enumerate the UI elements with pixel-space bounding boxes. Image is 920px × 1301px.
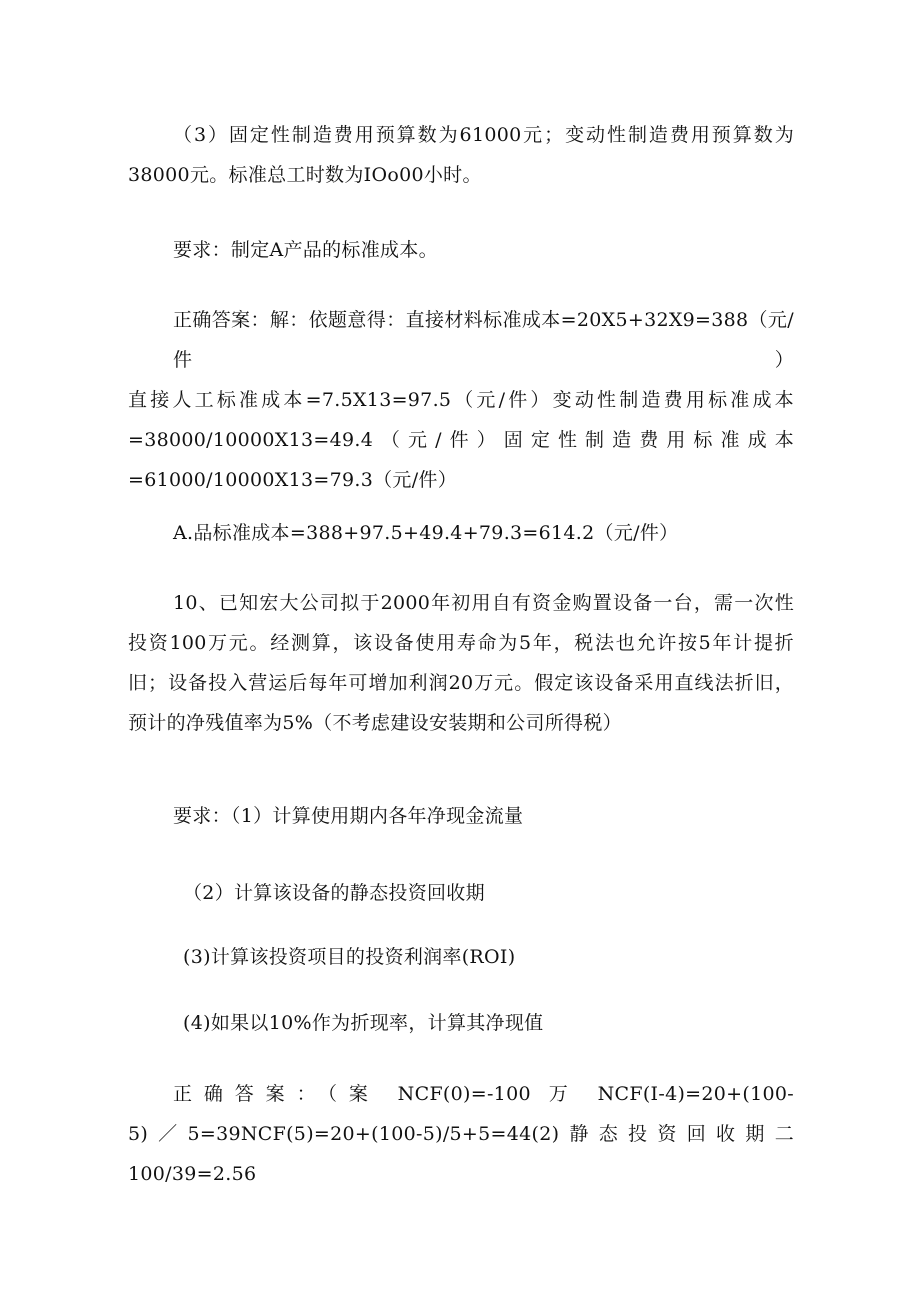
text-line: 预计的净残值率为5%（不考虑建设安装期和公司所得税） [128, 712, 622, 734]
text-line: （3）固定性制造费用预算数为61000元；变动性制造费用预算数为 [173, 124, 794, 146]
paragraph-answer-ncf [128, 1074, 794, 1194]
text-line: 正确答案：（案 NCF(0)=-100 万 NCF(I-4)=20+(100- [173, 1083, 794, 1105]
text-line: (4)如果以10%作为折现率，计算其净现值 [183, 1012, 544, 1034]
text-line: 正确答案：解：依题意得：直接材料标准成本=20X5+32X9=388（元/件） [173, 309, 794, 371]
text-line: 投资100万元。经测算，该设备使用寿命为5年，税法也允许按5年计提折 [128, 632, 794, 654]
paragraph-requirement-4 [128, 1003, 794, 1043]
paragraph-requirement-2 [128, 873, 794, 913]
text-line: （2）计算该设备的静态投资回收期 [183, 882, 485, 904]
paragraph-question-10 [128, 583, 794, 743]
text-line: 直接人工标准成本=7.5X13=97.5（元/件）变动性制造费用标准成本 [128, 389, 794, 411]
text-line: 5)／5=39NCF(5)=20+(100-5)/5+5=44(2)静态投资回收期二100/39=2.56 [128, 1123, 794, 1185]
text-line: 38000元。标准总工时数为IOo00小时。 [128, 164, 482, 186]
text-line: 要求：制定A产品的标准成本。 [173, 239, 438, 261]
text-line: =61000/10000X13=79.3（元/件） [128, 469, 458, 491]
paragraph-requirement [128, 230, 794, 270]
text-line: A.品标准成本=388+97.5+49.4+79.3=614.2（元/件） [173, 522, 679, 544]
text-line: 10、已知宏大公司拟于2000年初用自有资金购置设备一台，需一次性 [173, 592, 794, 614]
paragraph-product-standard-cost [128, 513, 794, 553]
text-line: (3)计算该投资项目的投资利润率(ROI) [183, 946, 516, 968]
text-line: 要求：（1）计算使用期内各年净现金流量 [173, 805, 524, 827]
paragraph-requirement-1 [128, 796, 794, 836]
paragraph-answer-standard-cost [128, 300, 794, 500]
paragraph-requirement-3 [128, 937, 794, 977]
text-line: 旧；设备投入营运后每年可增加利润20万元。假定该设备采用直线法折旧， [128, 672, 794, 694]
text-line: =38000/10000X13=49.4（元/件）固定性制造费用标准成本 [128, 429, 794, 451]
paragraph-fixed-overhead [128, 115, 794, 195]
